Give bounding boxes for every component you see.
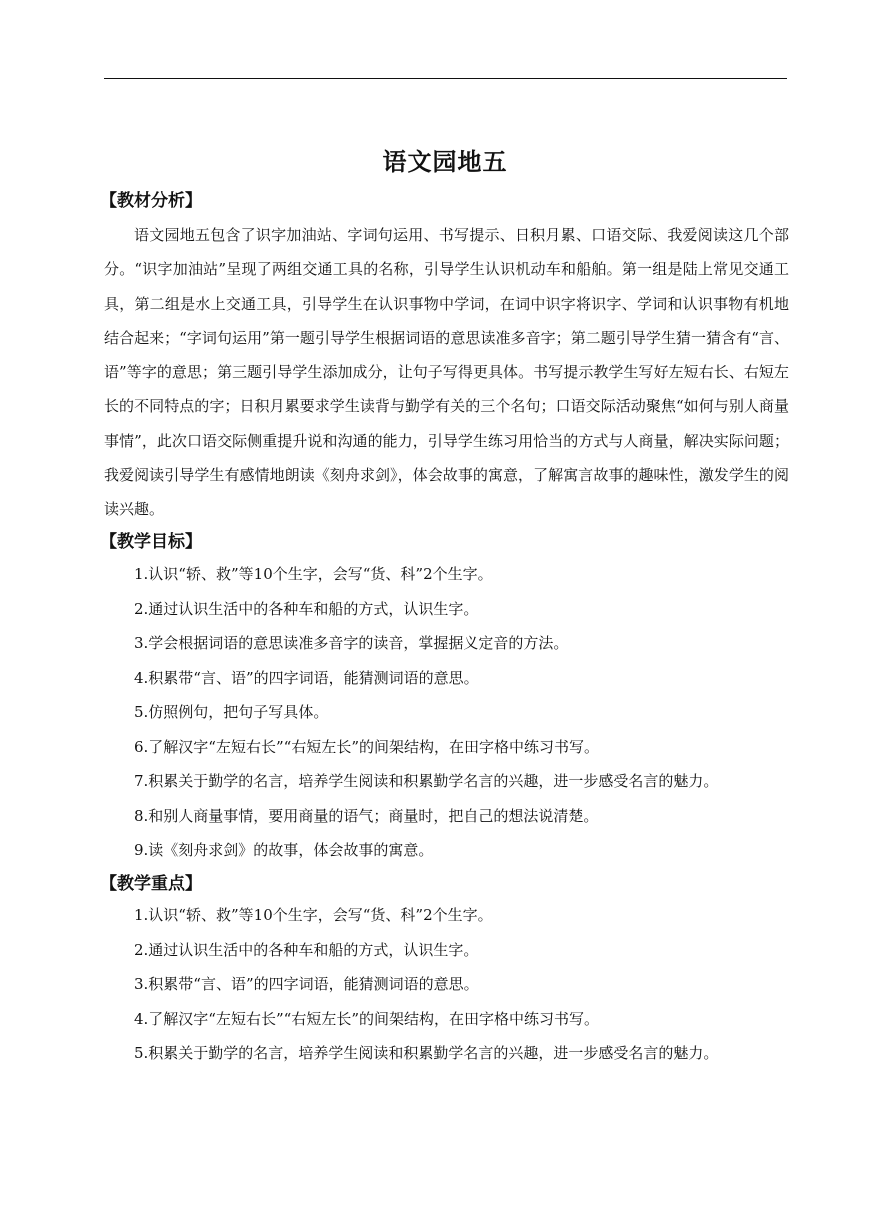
document-title: 语文园地五 <box>382 147 508 176</box>
list-item: 8.和别人商量事情，要用商量的语气；商量时，把自己的想法说清楚。 <box>134 806 599 825</box>
list-item: 9.读《刻舟求剑》的故事，体会故事的寓意。 <box>134 841 434 859</box>
goals-list <box>134 557 794 868</box>
list-item: 2.通过认识生活中的各种车和船的方式，认识生字。 <box>134 940 479 959</box>
section-heading-key-points: 【教学重点】 <box>100 874 202 894</box>
list-item: 5.仿照例句，把句子写具体。 <box>134 703 329 721</box>
header-rule <box>104 78 787 79</box>
list-item: 3.学会根据词语的意思读准多音字的读音，掌握据义定音的方法。 <box>134 634 569 652</box>
list-item: 4.积累带“言、语”的四字词语，能猜测词语的意思。 <box>134 668 479 687</box>
section-heading-analysis: 【教材分析】 <box>100 191 202 211</box>
list-item: 1.认识“轿、救”等10个生字，会写“货、科”2个生字。 <box>134 565 493 583</box>
section-heading-goals: 【教学目标】 <box>100 532 202 552</box>
list-item: 6.了解汉字“左短右长”“右短左长”的间架结构，在田字格中练习书写。 <box>134 737 599 756</box>
list-item: 4.了解汉字“左短右长”“右短左长”的间架结构，在田字格中练习书写。 <box>134 1009 599 1028</box>
key-points-list <box>134 898 794 1071</box>
analysis-paragraph: 语文园地五包含了识字加油站、字词句运用、书写提示、日积月累、口语交际、我爱阅读这几个部分。“识字加油站”呈现了两组交通工具的名称，引导学生认识机动车和船舶。第一组是陆上常见交通工具，第二组是水上交通工具，引导学生在认识事物中学词，在词中识字将识字、学词和认识事物有机地结合起来；“字词句运用”第一题引导学生根据词语的意思读准多音字；第二题引导学生猜一猜含有“言、语”等字的意思；第三题引导学生添加成分，让句子写得更具体。书写提示教学生写好左短右长、右短左长的不同特点的字；日积月累要求学生读背与勤学有关的三个名句；口语交际活动聚焦“如何与别人商量事情”，此次口语交际侧重提升说和沟通的能力，引导学生练习用恰当的方式与人商量，解决实际问题；我爱阅读引导学生有感情地朗读《刻舟求剑》，体会故事的寓意，了解寓言故事的趣味性，激发学生的阅读兴趣。 <box>104 226 789 519</box>
list-item: 7.积累关于勤学的名言，培养学生阅读和积累勤学名言的兴趣，进一步感受名言的魅力。 <box>134 772 719 790</box>
list-item: 2.通过认识生活中的各种车和船的方式，认识生字。 <box>134 599 479 618</box>
list-item: 1.认识“轿、救”等10个生字，会写“货、科”2个生字。 <box>134 906 493 924</box>
list-item: 3.积累带“言、语”的四字词语，能猜测词语的意思。 <box>134 975 479 993</box>
list-item: 5.积累关于勤学的名言，培养学生阅读和积累勤学名言的兴趣，进一步感受名言的魅力。 <box>134 1044 719 1062</box>
